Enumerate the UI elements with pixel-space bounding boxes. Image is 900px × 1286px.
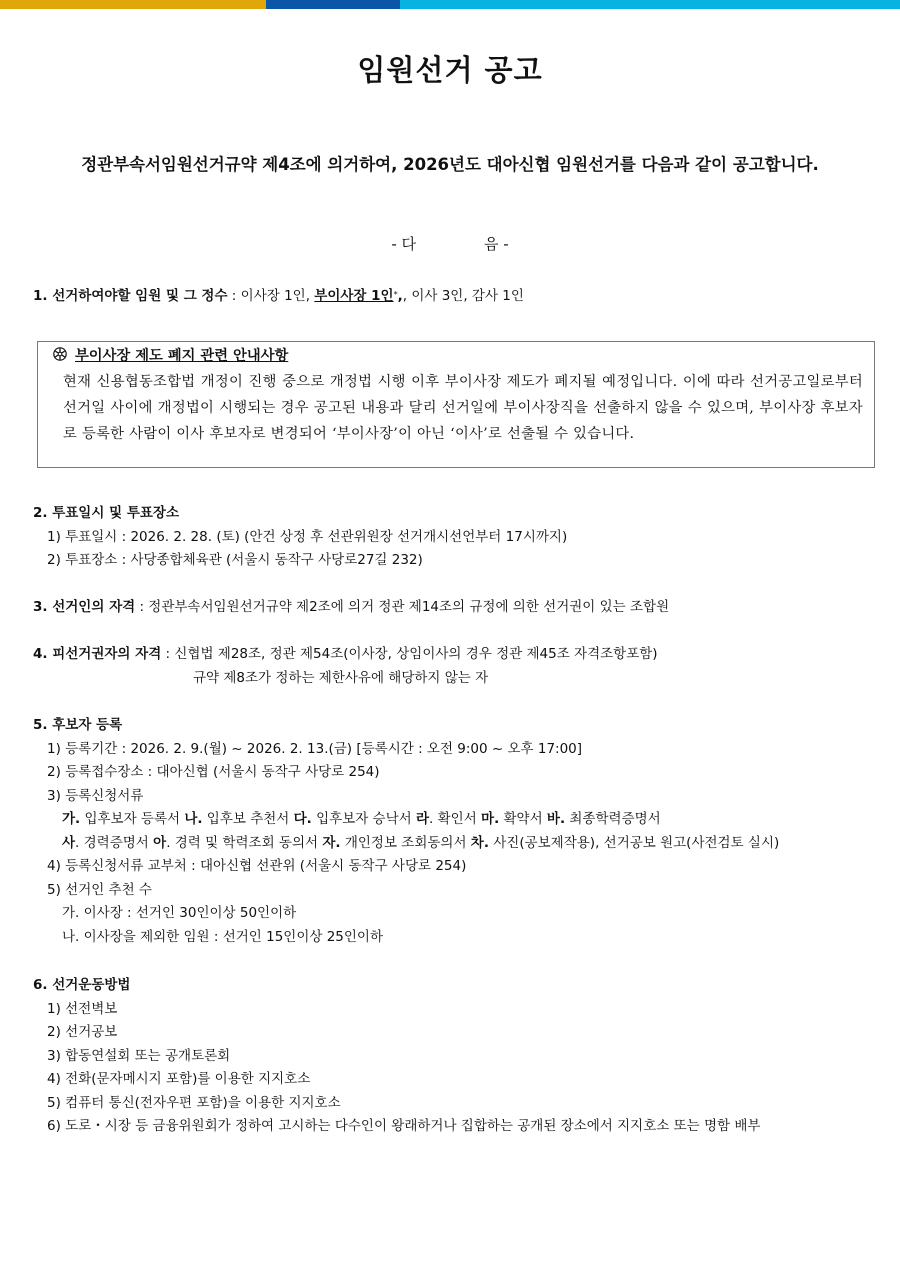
registration-period: 1) 등록기간 : 2026. 2. 9.(월) ~ 2026. 2. 13.(금) [등록시간 : 오전 9:00 ~ 오후 17:00]: [47, 740, 583, 757]
color-bar-yellow: [0, 0, 266, 9]
section-4-line1: : 신협법 제28조, 정관 제54조(이사장, 상임이사의 경우 정관 제45조 자격조항포함): [161, 646, 658, 662]
recommend-chairman: 가. 이사장 : 선거인 30인이상 50인이하: [62, 905, 297, 921]
docs-distribution-place: 4) 등록신청서류 교부처 : 대아신협 선관위 (서울시 동작구 사당로 254): [47, 858, 467, 874]
page-title: 임원선거 공고: [357, 53, 543, 87]
vice-chairman-highlight: 부이사장 1인: [314, 288, 394, 304]
section-5: [33, 714, 779, 949]
section-3-text: : 정관부속서임원선거규약 제2조에 의거 정관 제14조의 규정에 의한 선거권이 있는 조합원: [135, 599, 670, 615]
section-1-part1: 이사장 1인,: [240, 288, 315, 304]
dagum-left: - 다: [391, 235, 416, 253]
docs-row-2: 사. 경력증명서 아. 경력 및 학력조회 동의서 자. 개인정보 조회동의서 차. 사진(공보제작용), 선거공보 원고(사전검토 실시): [62, 834, 780, 851]
section-1-part2: , 이사 3인, 감사 1인: [402, 288, 524, 304]
notice-body: 현재 신용협동조합법 개정이 진행 중으로 개정법 시행 이후 부이사장 제도가 폐지될 예정입니다. 이에 따라 선거공고일로부터 선거일 사이에 개정법이 시행되는 경우 공고된 내용과 달리 선거일에 부이사장직을 선출하지 않을 수 있으며, 부이사장 후보자로 등록한 사람이 이사 후보자로 변경되어 ‘부이사장’이 아닌 ‘이사’로 선출될 수 있습니다.: [63, 374, 863, 442]
section-1-heading: 1. 선거하여야할 임원 및 그 정수: [33, 288, 228, 304]
docs-row-1: 가. 입후보자 등록서 나. 입후보 추천서 다. 입후보자 승낙서 라. 확인서 마. 확약서 바. 최종학력증명서: [62, 811, 661, 827]
section-3-heading: 3. 선거인의 자격: [33, 599, 136, 615]
recommenders-label: 5) 선거인 추천 수: [47, 881, 152, 898]
section-2-heading: 2. 투표일시 및 투표장소: [33, 505, 179, 521]
color-bar-cyan: [400, 0, 900, 9]
voting-place: 2) 투표장소 : 사당종합체육관 (서울시 동작구 사당로27길 232): [47, 552, 423, 568]
voting-date: 1) 투표일시 : 2026. 2. 28. (토) (안건 상정 후 선관위원장 선거개시선언부터 17시까지): [47, 528, 568, 545]
section-2: [33, 502, 567, 573]
registration-docs-label: 3) 등록신청서류: [47, 787, 144, 804]
notice-heading: [53, 343, 288, 369]
campaign-method-4: 4) 전화(문자메시지 포함)를 이용한 지지호소: [47, 1071, 311, 1087]
campaign-method-6: 6) 도로・시장 등 금융위원회가 정하여 고시하는 다수인이 왕래하거나 집합하는 공개된 장소에서 지지호소 또는 명함 배부: [47, 1118, 761, 1134]
section-1: 1. 선거하여야할 임원 및 그 정수 : 이사장 1인, 부이사장 1인*,, 이사 3인, 감사 1인: [33, 288, 524, 304]
section-3: [33, 596, 669, 620]
section-6-heading: 6. 선거운동방법: [33, 977, 131, 993]
footnote-star: *: [393, 290, 398, 299]
campaign-method-1: 1) 선전벽보: [47, 1000, 118, 1017]
campaign-method-3: 3) 합동연설회 또는 공개토론회: [47, 1047, 231, 1064]
dagum-heading: [0, 233, 900, 254]
dagum-right: 음 -: [484, 235, 509, 253]
color-bar: [0, 0, 900, 9]
notice-title: 부이사장 제도 폐지 관련 안내사항: [75, 348, 289, 364]
section-4: [33, 643, 658, 690]
section-4-heading: 4. 피선거권자의 자격: [33, 646, 162, 662]
section-4-line2: 규약 제8조가 정하는 제한사유에 해당하지 않는 자: [193, 669, 489, 686]
section-5-heading: 5. 후보자 등록: [33, 717, 123, 733]
notice-box: [37, 341, 875, 468]
color-bar-blue: [266, 0, 400, 9]
registration-place: 2) 등록접수장소 : 대아신협 (서울시 동작구 사당로 254): [47, 764, 380, 780]
intro-text: 정관부속서임원선거규약 제4조에 의거하여, 2026년도 대아신협 임원선거를 다음과 같이 공고합니다.: [81, 155, 819, 174]
section-6: [33, 974, 760, 1139]
campaign-method-2: 2) 선거공보: [47, 1024, 118, 1040]
recommend-others: 나. 이사장을 제외한 임원 : 선거인 15인이상 25인이하: [62, 928, 384, 945]
campaign-method-5: 5) 컴퓨터 통신(전자우편 포함)을 이용한 지지호소: [47, 1094, 341, 1111]
swirl-icon: [53, 347, 67, 361]
